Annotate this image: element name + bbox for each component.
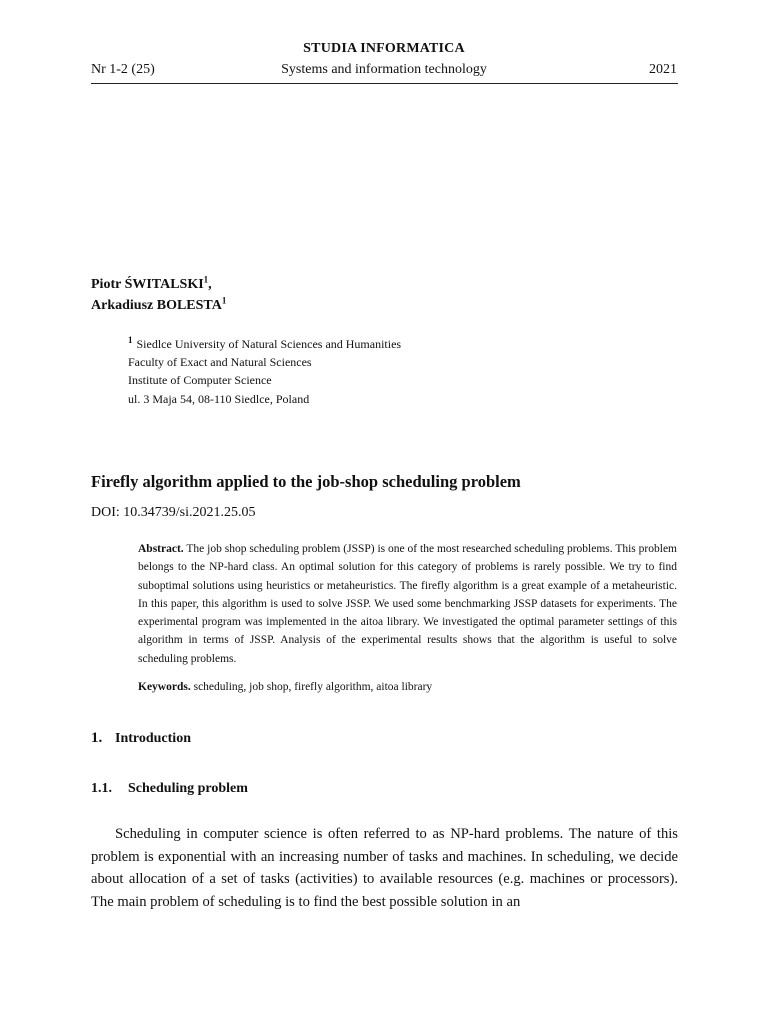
- affiliation-faculty: Faculty of Exact and Natural Sciences: [128, 355, 312, 370]
- keywords-label: Keywords.: [138, 681, 191, 693]
- keywords: [138, 681, 432, 693]
- journal-name: STUDIA INFORMATICA: [303, 41, 465, 56]
- running-header: [91, 62, 677, 80]
- affiliation-university: Siedlce University of Natural Sciences and Humanities: [136, 337, 402, 351]
- paper-title: Firefly algorithm applied to the job-shop scheduling problem: [91, 472, 521, 491]
- doi: DOI: 10.34739/si.2021.25.05: [91, 505, 256, 520]
- subsection-title: Scheduling problem: [128, 781, 248, 796]
- abstract-label: Abstract.: [138, 543, 184, 555]
- author-separator: ,: [208, 277, 212, 292]
- section-heading-introduction: [91, 730, 191, 747]
- subsection-number: 1.1.: [91, 781, 112, 796]
- journal-subtitle: Systems and information technology: [281, 62, 487, 77]
- author-name: Arkadiusz BOLESTA: [91, 298, 222, 313]
- section-number: 1.: [91, 730, 103, 746]
- publication-year: 2021: [649, 62, 677, 77]
- keywords-text: scheduling, job shop, firefly algorithm, aitoa library: [190, 681, 433, 693]
- affiliation-address: ul. 3 Maja 54, 08-110 Siedlce, Poland: [128, 391, 310, 406]
- issue-number: Nr 1-2 (25): [91, 62, 155, 77]
- affiliation-institute: Institute of Computer Science: [128, 373, 272, 388]
- abstract: [138, 540, 677, 668]
- section-title: Introduction: [115, 731, 191, 746]
- subsection-heading-scheduling-problem: [91, 781, 248, 797]
- header-divider: [91, 83, 678, 84]
- author-affiliation-mark: 1: [221, 295, 227, 306]
- abstract-text: The job shop scheduling problem (JSSP) is one of the most researched scheduling problems. This problem belongs to the NP-hard class. An optimal solution for this category of problems is rarely possible. We try to find suboptimal solutions using heuristics or metaheuristics. The firefly algorithm is a great example of a metaheuristic. In this paper, this algorithm is used to solve JSSP. We used some benchmarking JSSP datasets for experiments. The experimental program was implemented in the aitoa library. We investigated the optimal parameter settings of this algorithm in terms of JSSP. Analysis of the experimental results shows that the algorithm is useful to solve scheduling problems.: [138, 543, 677, 665]
- author-affiliation-mark: 1: [203, 274, 209, 285]
- affiliation-block: [128, 335, 401, 408]
- author-list: [91, 274, 226, 316]
- body-paragraph: Scheduling in computer science is often referred to as NP-hard problems. The nature of this problem is exponential with an increasing number of tasks and machines. In scheduling, we decide about allocation of a set of tasks (activities) to available resources (e.g. machines or processors). The main problem of scheduling is to find the best possible solution in an: [91, 826, 678, 910]
- affiliation-line: [128, 335, 401, 353]
- author-1: [91, 274, 226, 295]
- author-name: Piotr ŚWITALSKI: [91, 277, 204, 292]
- author-2: [91, 295, 226, 316]
- affiliation-mark: 1: [128, 335, 133, 345]
